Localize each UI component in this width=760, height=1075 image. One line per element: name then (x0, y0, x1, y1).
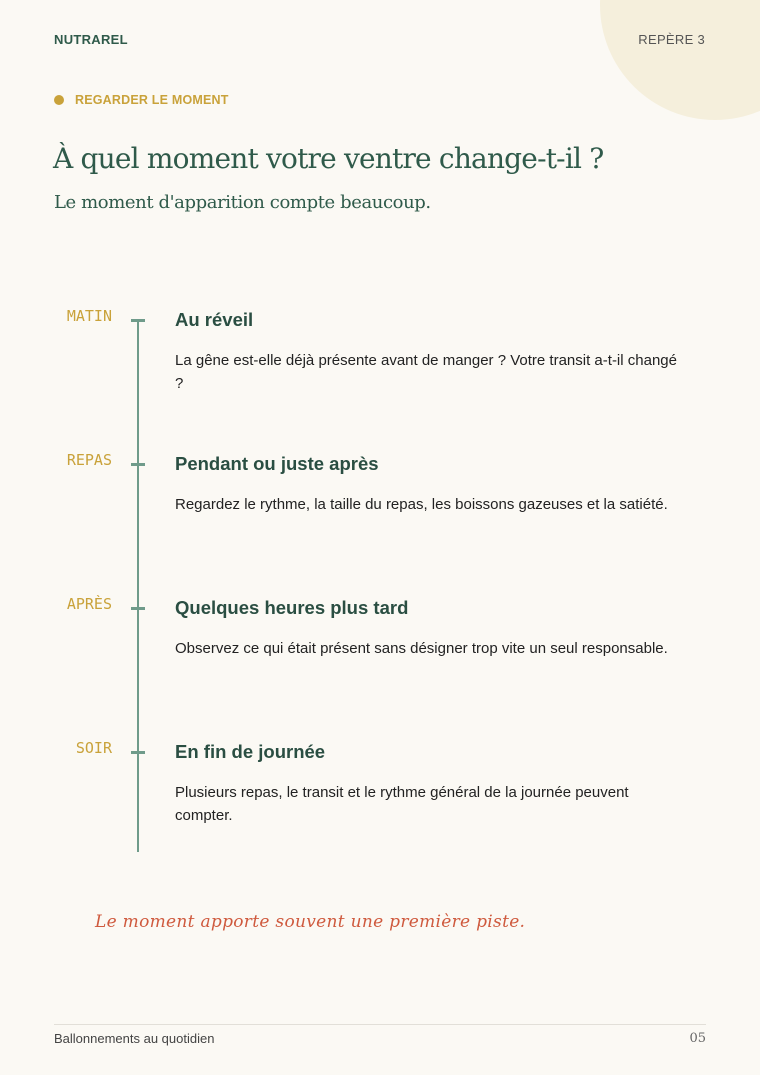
timeline-text: Plusieurs repas, le transit et le rythme général de la journée peuvent compter. (175, 784, 629, 824)
timeline-heading: En fin de journée (175, 741, 326, 762)
bullet-dot-icon (54, 95, 64, 105)
section-badge: REPÈRE 3 (638, 32, 705, 47)
timeline-tick (131, 751, 145, 754)
timeline-label: SOIR (75, 739, 112, 757)
timeline-label: APRÈS (66, 595, 112, 613)
timeline-tick (131, 607, 145, 610)
timeline-heading: Pendant ou juste après (175, 453, 379, 474)
timeline-heading: Au réveil (175, 309, 254, 330)
corner-decoration (600, 0, 760, 120)
timeline-text: Regardez le rythme, la taille du repas, les boissons gazeuses et la satiété. (175, 496, 668, 513)
brand-name: NUTRAREL (54, 32, 128, 47)
timeline-tick (131, 319, 145, 322)
footer-divider (54, 1024, 706, 1025)
timeline-line (137, 320, 139, 852)
timeline-label: REPAS (66, 451, 112, 469)
section-tag-label: REGARDER LE MOMENT (75, 93, 229, 107)
page-title: À quel moment votre ventre change-t-il ? (53, 142, 604, 175)
timeline-text: La gêne est-elle déjà présente avant de manger ? Votre transit a-t-il changé ? (175, 352, 677, 392)
footer-title: Ballonnements au quotidien (54, 1031, 215, 1046)
timeline-tick (131, 463, 145, 466)
timeline-label: MATIN (66, 307, 112, 325)
timeline-text: Observez ce qui était présent sans désigner trop vite un seul responsable. (175, 640, 668, 657)
page-number: 05 (689, 1031, 706, 1046)
timeline-heading: Quelques heures plus tard (175, 597, 409, 618)
page-subtitle: Le moment d'apparition compte beaucoup. (54, 192, 431, 213)
section-tag (54, 93, 229, 107)
handwritten-note: Le moment apporte souvent une première piste. (95, 912, 526, 932)
